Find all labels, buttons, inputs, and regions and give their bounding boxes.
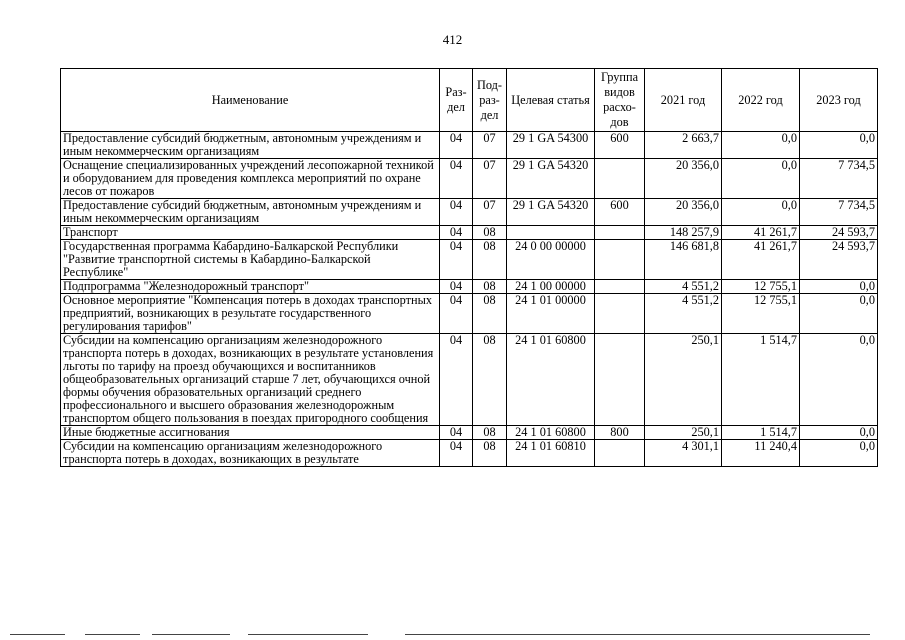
cell-razdel: 04 [440, 240, 473, 280]
cell-razdel: 04 [440, 199, 473, 226]
cell-celevaya-statya: 24 0 00 00000 [507, 240, 595, 280]
cell-podrazdel: 08 [473, 440, 507, 467]
cell-2022: 12 755,1 [722, 280, 800, 294]
cell-razdel: 04 [440, 132, 473, 159]
cell-gruppa-vidov: 800 [595, 426, 645, 440]
cell-podrazdel: 07 [473, 199, 507, 226]
cell-podrazdel: 08 [473, 334, 507, 426]
table-row [61, 440, 878, 467]
cell-2022: 0,0 [722, 199, 800, 226]
cell-2022: 0,0 [722, 159, 800, 199]
cell-podrazdel: 08 [473, 226, 507, 240]
cell-name: Основное мероприятие "Компенсация потерь в доходах транспортных предприятий, возникающих в результате государственного регулирования тарифов" [61, 294, 440, 334]
cell-gruppa-vidov [595, 226, 645, 240]
header-podrazdel: Под- раз- дел [473, 69, 507, 132]
cell-2023: 7 734,5 [800, 159, 878, 199]
header-row [61, 69, 878, 132]
cell-celevaya-statya: 24 1 01 60800 [507, 334, 595, 426]
cell-2022: 41 261,7 [722, 240, 800, 280]
cell-2021: 20 356,0 [645, 159, 722, 199]
cell-razdel: 04 [440, 294, 473, 334]
cell-2021: 20 356,0 [645, 199, 722, 226]
cell-2023: 0,0 [800, 334, 878, 426]
cell-gruppa-vidov: 600 [595, 132, 645, 159]
cell-2023: 24 593,7 [800, 240, 878, 280]
footer-divider [0, 632, 905, 640]
cell-podrazdel: 08 [473, 294, 507, 334]
cell-celevaya-statya [507, 226, 595, 240]
cell-2023: 0,0 [800, 426, 878, 440]
cell-2021: 4 551,2 [645, 294, 722, 334]
table-body [61, 132, 878, 467]
header-name: Наименование [61, 69, 440, 132]
cell-gruppa-vidov [595, 440, 645, 467]
budget-table [60, 68, 878, 467]
cell-name: Оснащение специализированных учреждений лесопожарной техникой и оборудованием для проведения комплекса мероприятий по охране лесов от пожаров [61, 159, 440, 199]
cell-podrazdel: 08 [473, 240, 507, 280]
cell-gruppa-vidov [595, 294, 645, 334]
cell-2021: 2 663,7 [645, 132, 722, 159]
cell-razdel: 04 [440, 280, 473, 294]
cell-razdel: 04 [440, 426, 473, 440]
cell-2021: 146 681,8 [645, 240, 722, 280]
cell-2021: 148 257,9 [645, 226, 722, 240]
cell-2021: 4 301,1 [645, 440, 722, 467]
cell-name: Субсидии на компенсацию организациям железнодорожного транспорта потерь в доходах, возникающих в результате установления льготы по тарифу на проезд обучающихся и воспитанников общеобразовательных организаций старше 7 лет, обучающихся очной формы обучения образовательных организаций среднего профессионального и высшего образования железнодорожным транспортом общего пользования в поездах пригородного сообщения [61, 334, 440, 426]
cell-celevaya-statya: 29 1 GA 54300 [507, 132, 595, 159]
cell-razdel: 04 [440, 334, 473, 426]
cell-name: Предоставление субсидий бюджетным, автономным учреждениям и иным некоммерческим организациям [61, 132, 440, 159]
table-row [61, 240, 878, 280]
cell-gruppa-vidov [595, 334, 645, 426]
cell-2023: 0,0 [800, 440, 878, 467]
header-year-2021: 2021 год [645, 69, 722, 132]
table-row [61, 159, 878, 199]
header-razdel: Раз- дел [440, 69, 473, 132]
cell-2021: 250,1 [645, 334, 722, 426]
cell-2022: 0,0 [722, 132, 800, 159]
header-celevaya-statya: Целевая статья [507, 69, 595, 132]
cell-celevaya-statya: 29 1 GA 54320 [507, 199, 595, 226]
cell-2023: 0,0 [800, 132, 878, 159]
cell-2021: 4 551,2 [645, 280, 722, 294]
table-row [61, 294, 878, 334]
cell-name: Иные бюджетные ассигнования [61, 426, 440, 440]
cell-celevaya-statya: 24 1 01 60800 [507, 426, 595, 440]
table-row [61, 132, 878, 159]
cell-razdel: 04 [440, 226, 473, 240]
cell-2021: 250,1 [645, 426, 722, 440]
cell-2023: 0,0 [800, 280, 878, 294]
cell-razdel: 04 [440, 159, 473, 199]
cell-name: Государственная программа Кабардино-Балкарской Республики "Развитие транспортной системы в Кабардино-Балкарской Республике" [61, 240, 440, 280]
table-row [61, 226, 878, 240]
cell-podrazdel: 07 [473, 132, 507, 159]
header-year-2023: 2023 год [800, 69, 878, 132]
table-row [61, 426, 878, 440]
cell-celevaya-statya: 24 1 00 00000 [507, 280, 595, 294]
cell-2022: 12 755,1 [722, 294, 800, 334]
cell-razdel: 04 [440, 440, 473, 467]
cell-celevaya-statya: 24 1 01 60810 [507, 440, 595, 467]
cell-2023: 0,0 [800, 294, 878, 334]
cell-name: Транспорт [61, 226, 440, 240]
table-row [61, 199, 878, 226]
cell-gruppa-vidov [595, 159, 645, 199]
cell-gruppa-vidov: 600 [595, 199, 645, 226]
table-row [61, 334, 878, 426]
header-year-2022: 2022 год [722, 69, 800, 132]
cell-2022: 1 514,7 [722, 426, 800, 440]
cell-gruppa-vidov [595, 280, 645, 294]
cell-2022: 41 261,7 [722, 226, 800, 240]
cell-celevaya-statya: 29 1 GA 54320 [507, 159, 595, 199]
cell-podrazdel: 08 [473, 280, 507, 294]
header-gruppa-vidov: Группа видов расхо- дов [595, 69, 645, 132]
cell-podrazdel: 07 [473, 159, 507, 199]
cell-celevaya-statya: 24 1 01 00000 [507, 294, 595, 334]
cell-2022: 1 514,7 [722, 334, 800, 426]
cell-2022: 11 240,4 [722, 440, 800, 467]
cell-gruppa-vidov [595, 240, 645, 280]
cell-2023: 7 734,5 [800, 199, 878, 226]
cell-name: Предоставление субсидий бюджетным, автономным учреждениям и иным некоммерческим организациям [61, 199, 440, 226]
table-row [61, 280, 878, 294]
cell-name: Субсидии на компенсацию организациям железнодорожного транспорта потерь в доходах, возникающих в результате [61, 440, 440, 467]
cell-2023: 24 593,7 [800, 226, 878, 240]
page-number: 412 [442, 32, 463, 47]
cell-podrazdel: 08 [473, 426, 507, 440]
cell-name: Подпрограмма "Железнодорожный транспорт" [61, 280, 440, 294]
